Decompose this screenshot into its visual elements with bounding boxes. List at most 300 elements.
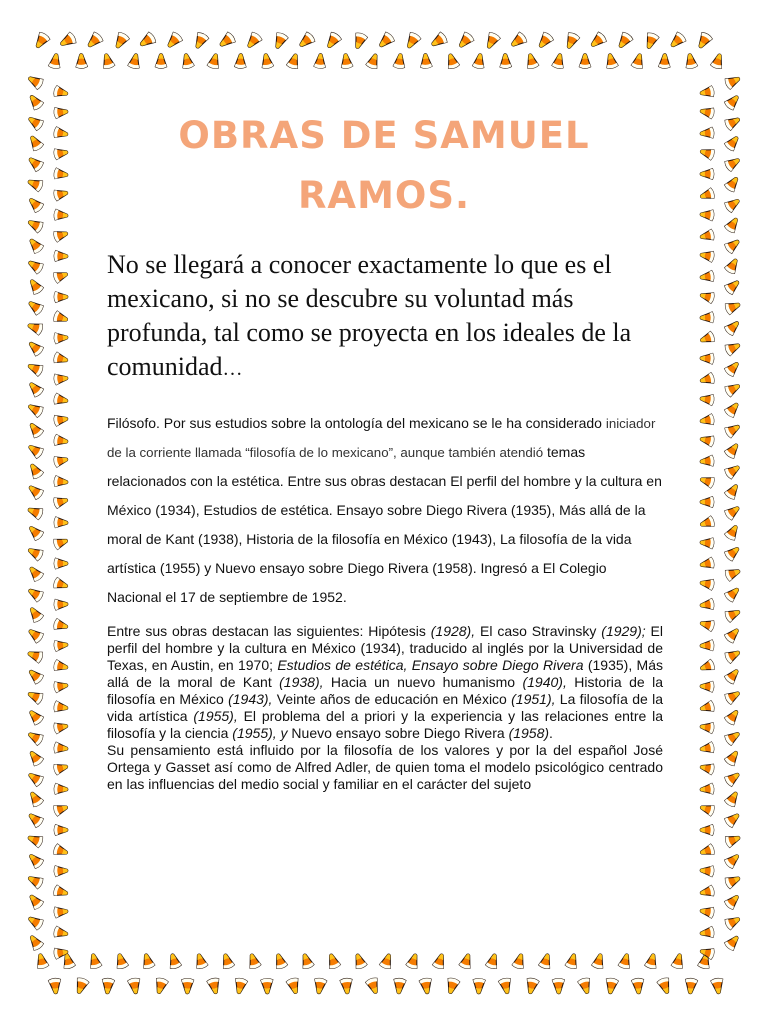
bio-part-1: Filósofo. Por sus estudios sobre la ontología del mexicano se le ha considerado bbox=[107, 415, 602, 431]
candy-corn-icon bbox=[26, 729, 44, 746]
candy-corn-icon bbox=[26, 626, 44, 644]
candy-corn-icon bbox=[445, 52, 460, 69]
candy-corn-icon bbox=[485, 952, 500, 969]
candy-corn-icon bbox=[53, 926, 69, 940]
candy-corn-icon bbox=[53, 85, 69, 99]
candy-corn-icon bbox=[26, 420, 44, 438]
candy-corn-icon bbox=[351, 32, 367, 50]
candy-corn-icon bbox=[700, 537, 715, 549]
candy-corn-icon bbox=[724, 789, 741, 807]
candy-corn-icon bbox=[53, 660, 69, 673]
candy-corn-icon bbox=[472, 53, 486, 69]
candy-corn-icon bbox=[54, 639, 69, 651]
candy-corn-icon bbox=[26, 401, 44, 418]
candy-corn-icon bbox=[53, 168, 68, 181]
candy-corn-icon bbox=[324, 31, 343, 50]
candy-corn-icon bbox=[366, 52, 382, 70]
candy-corn-icon bbox=[53, 495, 69, 509]
candy-corn-icon bbox=[684, 53, 698, 69]
works-year: (1951), bbox=[511, 691, 556, 707]
candy-corn-icon bbox=[53, 802, 69, 817]
biography-paragraph bbox=[107, 409, 663, 612]
candy-corn-icon bbox=[699, 659, 716, 674]
candy-corn-icon bbox=[498, 977, 513, 994]
candy-corn-icon bbox=[591, 952, 606, 969]
works-year: (1938), bbox=[279, 674, 324, 690]
candy-corn-icon bbox=[724, 73, 742, 90]
candy-corn-icon bbox=[54, 865, 68, 877]
candy-corn-icon bbox=[26, 667, 44, 685]
candy-corn-icon bbox=[26, 320, 44, 336]
candy-corn-icon bbox=[563, 32, 580, 51]
candy-corn-icon bbox=[53, 147, 68, 160]
candy-corn-icon bbox=[207, 977, 222, 995]
candy-corn-icon bbox=[54, 250, 68, 261]
candy-corn-icon bbox=[220, 952, 235, 969]
candy-corn-icon bbox=[700, 169, 714, 180]
candy-corn-icon bbox=[352, 952, 368, 970]
candy-corn-icon bbox=[724, 381, 742, 398]
candy-corn-icon bbox=[724, 707, 742, 725]
candy-corn-icon bbox=[26, 564, 44, 582]
candy-corn-icon bbox=[724, 421, 742, 438]
candy-corn-icon bbox=[552, 53, 566, 70]
candy-corn-icon bbox=[724, 544, 742, 562]
candy-corn-icon bbox=[699, 926, 714, 938]
candy-corn-icon bbox=[699, 885, 715, 899]
candy-corn-icon bbox=[53, 311, 69, 325]
candy-corn-icon bbox=[54, 209, 69, 221]
candy-corn-icon bbox=[26, 360, 44, 376]
candy-corn-icon bbox=[700, 783, 715, 795]
works-year: (1958) bbox=[508, 725, 550, 741]
candy-corn-icon bbox=[26, 873, 44, 890]
candy-corn-icon bbox=[260, 53, 274, 69]
candy-corn-icon bbox=[26, 298, 44, 316]
candy-corn-icon bbox=[73, 977, 89, 995]
candy-corn-icon bbox=[684, 978, 698, 994]
candy-corn-icon bbox=[419, 978, 433, 995]
candy-corn-icon bbox=[87, 952, 102, 969]
candy-corn-icon bbox=[261, 978, 274, 994]
candy-corn-icon bbox=[406, 952, 421, 969]
candy-corn-icon bbox=[244, 31, 263, 50]
candy-corn-icon bbox=[54, 906, 69, 918]
candy-corn-icon bbox=[700, 865, 715, 877]
candy-corn-icon bbox=[699, 249, 714, 262]
candy-corn-icon bbox=[128, 978, 142, 995]
candy-corn-icon bbox=[456, 31, 475, 50]
candy-corn-icon bbox=[604, 53, 618, 70]
candy-corn-icon bbox=[699, 270, 714, 282]
candy-corn-icon bbox=[659, 53, 671, 68]
candy-corn-icon bbox=[26, 114, 44, 132]
candy-corn-icon bbox=[53, 228, 69, 242]
candy-corn-icon bbox=[192, 31, 210, 50]
candy-corn-icon bbox=[296, 31, 315, 50]
candy-corn-icon bbox=[420, 53, 433, 68]
candy-corn-icon bbox=[700, 681, 714, 692]
candy-corn-icon bbox=[473, 978, 486, 994]
candy-corn-icon bbox=[699, 742, 714, 755]
candy-corn-icon bbox=[699, 290, 715, 304]
candy-corn-icon bbox=[538, 952, 553, 969]
candy-corn-icon bbox=[699, 905, 714, 918]
candy-corn-icon bbox=[724, 873, 742, 889]
candy-corn-icon bbox=[181, 978, 193, 994]
candy-corn-icon bbox=[699, 372, 715, 386]
candy-corn-icon bbox=[27, 133, 44, 151]
candy-corn-icon bbox=[643, 32, 660, 50]
candy-corn-icon bbox=[724, 503, 742, 521]
candy-corn-icon bbox=[432, 952, 447, 969]
candy-corn-icon bbox=[429, 31, 448, 49]
candy-corn-icon bbox=[26, 708, 44, 726]
candy-corn-icon bbox=[699, 598, 714, 610]
candy-corn-icon bbox=[699, 802, 715, 816]
candy-corn-icon bbox=[724, 585, 742, 603]
candy-corn-icon bbox=[26, 92, 44, 110]
candy-corn-icon bbox=[26, 913, 44, 930]
candy-corn-icon bbox=[615, 31, 634, 50]
quote-text: No se llegará a conocer exactamente lo que es el mexicano, si no se descubre su voluntad más profunda, tal como se proyecta en los ideales de la comunidad bbox=[107, 250, 632, 381]
candy-corn-icon bbox=[53, 577, 69, 592]
candy-corn-icon bbox=[724, 626, 742, 644]
candy-corn-icon bbox=[724, 133, 742, 151]
candy-corn-icon bbox=[724, 851, 742, 869]
candy-corn-icon bbox=[27, 605, 45, 623]
candy-corn-icon bbox=[524, 977, 539, 995]
candy-corn-icon bbox=[699, 188, 715, 202]
candy-corn-icon bbox=[26, 217, 44, 234]
candy-corn-icon bbox=[235, 53, 247, 68]
candy-corn-icon bbox=[724, 196, 742, 214]
candy-corn-icon bbox=[724, 666, 742, 684]
candy-corn-icon bbox=[54, 558, 68, 569]
candy-corn-icon bbox=[100, 52, 115, 69]
candy-corn-icon bbox=[26, 442, 44, 460]
candy-corn-icon bbox=[27, 789, 44, 807]
candy-corn-icon bbox=[58, 32, 77, 50]
candy-corn-icon bbox=[54, 783, 68, 795]
candy-corn-icon bbox=[85, 31, 104, 50]
candy-corn-icon bbox=[340, 53, 353, 69]
candy-corn-icon bbox=[26, 688, 44, 704]
candy-corn-icon bbox=[164, 31, 183, 50]
candy-corn-icon bbox=[26, 545, 44, 562]
candy-corn-icon bbox=[53, 885, 69, 899]
candy-corn-icon bbox=[272, 952, 287, 969]
candy-corn-icon bbox=[26, 832, 44, 848]
candy-corn-icon bbox=[671, 953, 686, 970]
candy-corn-icon bbox=[724, 174, 742, 192]
candy-corn-icon bbox=[246, 952, 261, 969]
opening-quote bbox=[107, 248, 667, 386]
candy-corn-icon bbox=[26, 585, 44, 602]
bio-part-3: temas relacionados con la estética. Entre sus obras destacan El perfil del hombre y la cultura en México (1934), Estudios de estética. Ensayo sobre Diego Rivera (1935), Más allá de la moral de Kant (1938), Historia de la filosofía en México (1943), La filosofía de la vida artística (1955) y Nuevo ensayo sobre Diego Rivera (1958). Ingresó a El Colegio Nacional el 17 de septiembre de 1952. bbox=[107, 444, 662, 605]
candy-corn-icon bbox=[26, 176, 44, 192]
candy-corn-icon bbox=[724, 523, 741, 541]
works-year: (1943), bbox=[228, 691, 273, 707]
candy-corn-icon bbox=[75, 53, 87, 68]
candy-corn-icon bbox=[724, 914, 742, 931]
candy-corn-icon bbox=[26, 810, 44, 828]
candy-corn-icon bbox=[53, 413, 68, 426]
candy-corn-icon bbox=[724, 318, 742, 336]
works-year: (1955), y bbox=[232, 725, 288, 741]
candy-corn-icon bbox=[724, 114, 742, 131]
candy-corn-icon bbox=[233, 977, 248, 994]
candy-corn-icon bbox=[724, 832, 742, 848]
candy-corn-icon bbox=[393, 978, 406, 994]
candy-corn-icon bbox=[114, 952, 129, 969]
candy-corn-icon bbox=[53, 721, 69, 735]
works-text: Veinte años de educación en México bbox=[272, 691, 512, 707]
works-text: (1935), Más allá de la moral de Kant bbox=[107, 657, 663, 690]
candy-corn-icon bbox=[700, 353, 714, 364]
works-italic-title: Estudios de estética, Ensayo sobre Diego Rivera bbox=[277, 657, 584, 673]
candy-corn-icon bbox=[54, 517, 68, 528]
candy-corn-icon bbox=[724, 688, 742, 705]
candy-corn-icon bbox=[53, 127, 69, 140]
candy-corn-icon bbox=[444, 977, 460, 995]
candy-corn-icon bbox=[26, 851, 44, 869]
candy-corn-icon bbox=[54, 599, 68, 611]
candy-corn-icon bbox=[53, 352, 69, 366]
candy-corn-icon bbox=[459, 952, 474, 969]
candy-corn-icon bbox=[53, 454, 69, 468]
candy-corn-icon bbox=[699, 700, 715, 714]
candy-corn-icon bbox=[53, 701, 68, 714]
candy-corn-icon bbox=[724, 748, 742, 766]
candy-corn-icon bbox=[54, 291, 68, 302]
candy-corn-icon bbox=[724, 892, 742, 910]
candy-corn-icon bbox=[53, 761, 69, 775]
candy-corn-icon bbox=[699, 331, 716, 346]
candy-corn-icon bbox=[26, 770, 44, 788]
candy-corn-icon bbox=[724, 155, 742, 172]
candy-corn-icon bbox=[512, 952, 527, 969]
candy-corn-icon bbox=[524, 52, 539, 69]
works-text: Entre sus obras destacan las siguientes: Hipótesis bbox=[107, 623, 431, 639]
candy-corn-icon bbox=[699, 106, 715, 120]
works-paragraph bbox=[107, 623, 663, 742]
candy-corn-icon bbox=[26, 748, 44, 766]
candy-corn-icon bbox=[483, 31, 501, 50]
candy-corn-icon bbox=[499, 53, 511, 68]
bio-part-2: iniciador de la corriente llamada “filosofía de lo mexicano”, aunque también atendió bbox=[107, 416, 656, 460]
candy-corn-icon bbox=[724, 340, 742, 357]
candy-corn-icon bbox=[272, 32, 289, 51]
works-text: . bbox=[549, 725, 553, 741]
quote-ellipsis: … bbox=[222, 358, 243, 380]
candy-corn-icon bbox=[53, 844, 69, 859]
candy-corn-icon bbox=[393, 53, 406, 69]
candy-corn-icon bbox=[710, 52, 725, 69]
works-year: (1940), bbox=[522, 674, 567, 690]
candy-corn-icon bbox=[724, 359, 742, 377]
candy-corn-icon bbox=[32, 31, 50, 50]
candy-corn-icon bbox=[53, 187, 69, 201]
candy-corn-icon bbox=[700, 497, 714, 508]
candy-corn-icon bbox=[699, 516, 715, 530]
candy-corn-icon bbox=[699, 721, 714, 733]
candy-corn-icon bbox=[286, 52, 301, 69]
works-text: El caso Stravinsky bbox=[475, 623, 602, 639]
candy-corn-icon bbox=[552, 978, 564, 994]
works-year: (1955), bbox=[193, 708, 238, 724]
candy-corn-icon bbox=[325, 952, 341, 969]
candy-corn-icon bbox=[217, 31, 236, 50]
candy-corn-icon bbox=[724, 566, 742, 582]
candy-corn-icon bbox=[26, 892, 44, 910]
candy-corn-icon bbox=[699, 146, 715, 160]
candy-corn-icon bbox=[588, 31, 607, 50]
candy-corn-icon bbox=[604, 978, 618, 995]
candy-corn-icon bbox=[699, 393, 714, 405]
candy-corn-icon bbox=[340, 978, 353, 994]
candy-corn-icon bbox=[140, 952, 155, 969]
candy-corn-icon bbox=[365, 977, 381, 995]
candy-corn-icon bbox=[313, 978, 327, 995]
candy-corn-icon bbox=[26, 154, 44, 172]
candy-corn-icon bbox=[724, 933, 742, 951]
candy-corn-icon bbox=[577, 977, 593, 995]
candy-corn-icon bbox=[54, 742, 69, 754]
works-text: Hacia un nuevo humanismo bbox=[323, 674, 523, 690]
candy-corn-icon bbox=[403, 31, 421, 50]
candy-corn-icon bbox=[193, 952, 208, 969]
candy-corn-icon bbox=[700, 312, 714, 323]
candy-corn-icon bbox=[711, 978, 725, 995]
candy-corn-icon bbox=[565, 952, 580, 969]
candy-corn-icon bbox=[724, 462, 742, 480]
candy-corn-icon bbox=[101, 978, 114, 994]
candy-corn-icon bbox=[700, 209, 715, 221]
candy-corn-icon bbox=[700, 127, 715, 139]
candy-corn-icon bbox=[155, 54, 166, 68]
candy-corn-icon bbox=[137, 31, 156, 49]
candy-corn-icon bbox=[699, 577, 714, 590]
candy-corn-icon bbox=[26, 482, 44, 500]
candy-corn-icon bbox=[27, 277, 45, 295]
candy-corn-icon bbox=[724, 215, 742, 233]
candy-corn-icon bbox=[700, 825, 714, 836]
candy-corn-icon bbox=[724, 647, 742, 664]
candy-corn-icon bbox=[167, 952, 182, 969]
candy-corn-icon bbox=[26, 236, 44, 254]
candy-corn-icon bbox=[631, 52, 646, 69]
candy-corn-icon bbox=[535, 31, 554, 50]
candy-corn-icon bbox=[644, 953, 659, 970]
candy-corn-icon bbox=[724, 256, 741, 274]
works-year: (1929); bbox=[601, 623, 646, 639]
candy-corn-icon bbox=[53, 393, 69, 406]
candy-corn-icon bbox=[48, 978, 62, 994]
candy-corn-icon bbox=[695, 31, 713, 50]
candy-corn-icon bbox=[724, 400, 742, 418]
candy-corn-icon bbox=[508, 31, 527, 50]
influence-paragraph: Su pensamiento está influido por la filosofía de los valores y por la del español José Ortega y Gasset así como de Alfred Adler, de quien toma el modelo psicológico centrado en las influencias del medio social y familiar en el carácter del sujeto bbox=[107, 742, 663, 792]
candy-corn-icon bbox=[668, 31, 687, 50]
candy-corn-icon bbox=[27, 461, 44, 479]
candy-corn-icon bbox=[618, 952, 633, 969]
candy-corn-icon bbox=[53, 618, 69, 632]
candy-corn-icon bbox=[53, 269, 70, 284]
candy-corn-icon bbox=[26, 523, 44, 541]
candy-corn-icon bbox=[53, 535, 69, 550]
candy-corn-icon bbox=[34, 953, 49, 970]
candy-corn-icon bbox=[54, 476, 69, 488]
candy-corn-icon bbox=[53, 106, 68, 118]
candy-corn-icon bbox=[54, 825, 68, 836]
candy-corn-icon bbox=[657, 977, 673, 995]
candy-corn-icon bbox=[26, 195, 44, 213]
candy-corn-icon bbox=[207, 52, 222, 69]
works-text: El problema del a priori y la experiencia y las relaciones entre la filosofía y la ciencia bbox=[107, 708, 663, 741]
works-text: Nuevo ensayo sobre Diego Rivera bbox=[287, 725, 509, 741]
candy-corn-icon bbox=[699, 474, 715, 488]
candy-corn-icon bbox=[724, 93, 742, 111]
candy-corn-icon bbox=[724, 441, 742, 459]
candy-corn-icon bbox=[724, 277, 742, 295]
candy-corn-icon bbox=[700, 640, 714, 651]
candy-corn-icon bbox=[699, 618, 715, 632]
candy-corn-icon bbox=[700, 455, 715, 467]
works-text: Historia de la filosofía en México bbox=[107, 674, 664, 707]
candy-corn-icon bbox=[48, 53, 62, 69]
candy-corn-icon bbox=[699, 762, 715, 776]
candy-corn-icon bbox=[724, 299, 742, 315]
candy-corn-icon bbox=[724, 482, 742, 500]
candy-corn-icon bbox=[26, 504, 44, 520]
candy-corn-icon bbox=[379, 952, 395, 969]
candy-corn-icon bbox=[724, 606, 742, 622]
candy-corn-icon bbox=[724, 729, 742, 747]
candy-corn-icon bbox=[699, 86, 714, 99]
candy-corn-icon bbox=[699, 434, 715, 448]
candy-corn-icon bbox=[724, 769, 742, 787]
candy-corn-icon bbox=[27, 933, 45, 951]
candy-corn-icon bbox=[26, 380, 44, 398]
candy-corn-icon bbox=[314, 53, 327, 68]
candy-corn-icon bbox=[26, 648, 44, 664]
candy-corn-icon bbox=[153, 977, 169, 995]
candy-corn-icon bbox=[631, 978, 644, 994]
works-text: La filosofía de la vida artística bbox=[107, 691, 663, 724]
works-text: El perfil del hombre y la cultura en México (1934), traducido al inglés por la Universidad de Texas, en Austin, en 1970; bbox=[107, 623, 663, 673]
candy-corn-icon bbox=[26, 73, 44, 90]
candy-corn-icon bbox=[299, 952, 314, 969]
candy-corn-icon bbox=[112, 31, 130, 50]
candy-corn-icon bbox=[286, 977, 302, 995]
works-year: (1928), bbox=[430, 623, 476, 639]
candy-corn-icon bbox=[180, 53, 194, 70]
candy-corn-icon bbox=[699, 844, 715, 858]
candy-corn-icon bbox=[128, 53, 142, 70]
candy-corn-icon bbox=[54, 332, 68, 344]
candy-corn-icon bbox=[724, 810, 742, 828]
candy-corn-icon bbox=[53, 434, 68, 447]
candy-corn-icon bbox=[699, 557, 715, 571]
candy-corn-icon bbox=[54, 373, 69, 385]
candy-corn-icon bbox=[53, 680, 68, 693]
candy-corn-icon bbox=[579, 54, 590, 68]
candy-corn-icon bbox=[724, 236, 742, 254]
candy-corn-icon bbox=[376, 31, 395, 50]
candy-corn-icon bbox=[699, 229, 715, 243]
works-section bbox=[107, 623, 663, 793]
